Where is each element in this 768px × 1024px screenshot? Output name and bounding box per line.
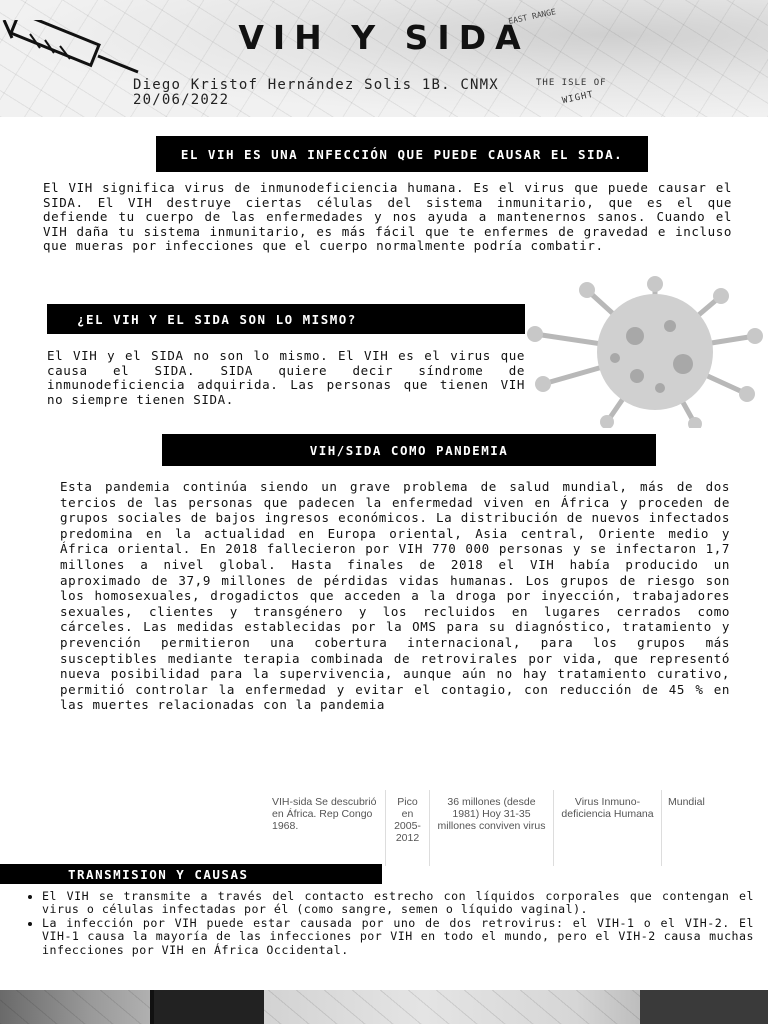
map-label: EAST RANGE [507, 7, 557, 26]
cup-image [640, 990, 768, 1024]
table-cell-scope: Mundial [668, 796, 705, 808]
tablet-image [150, 990, 264, 1024]
list-item: • El VIH se transmite a través del contacto estrecho con líquidos corporales que contengan el virus o células infectadas por él (como sangre, semen o líquido vaginal). [42, 890, 754, 917]
section-body-same-thing: El VIH y el SIDA no son lo mismo. El VIH es el virus que causa el SIDA. SIDA quiere decir síndrome de inmunodeficiencia adquirida. Las personas que tienen VIH no siempre tienen SIDA. [47, 348, 525, 407]
page-title: VIH Y SIDA [238, 18, 530, 57]
transmission-list [22, 890, 754, 957]
map-label: THE ISLE OF [536, 78, 607, 88]
info-table [268, 790, 705, 866]
table-cell-peak: Pico en 2005-2012 [386, 790, 430, 866]
section-heading-what-is-vih: EL VIH ES UNA INFECCIÓN QUE PUEDE CAUSAR EL SIDA. [156, 136, 648, 172]
section-heading-transmission: TRANSMISION Y CAUSAS [0, 864, 382, 884]
list-item: • La infección por VIH puede estar causada por uno de dos retrovirus: el VIH-1 o el VIH-2. El VIH-1 causa la mayoría de las infecciones por VIH en todo el mundo, pero el VIH-2 causa muchas infecciones por VIH en África Occidental. [42, 917, 754, 957]
table-cell-origin: VIH-sida Se descubrió en África. Rep Congo 1968. [268, 790, 386, 866]
date-line: 20/06/2022 [133, 92, 230, 108]
section-heading-same-thing: ¿EL VIH Y EL SIDA SON LO MISMO? [47, 304, 525, 334]
table-cell-cases: 36 millones (desde 1981) Hoy 31-35 millones conviven virus [430, 790, 554, 866]
section-body-what-is-vih: El VIH significa virus de inmunodeficiencia humana. Es el virus que puede causar el SIDA. El VIH destruye ciertas células del sistema inmunitario, que es el que defiende tu cuerpo de las enfermedades y nos ayuda a mantenernos sanos. Cuando el VIH daña tu sistema inmunitario, es más fácil que te enfermes de gravedad e incluso que mueras por infecciones que el cuerpo normalmente podría combatir. [43, 180, 732, 254]
map-label: WIGHT [561, 89, 595, 107]
footer-image-strip [0, 990, 768, 1024]
section-body-pandemic: Esta pandemia continúa siendo un grave problema de salud mundial, más de dos tercios de las personas que padecen la enfermedad viven en África y proceden de grupos sociales de bajos ingresos económicos. La distribución de nuevos infectados predomina en la actualidad en Europa oriental, Asia central, Oriente medio y África oriental. En 2018 fallecieron por VIH 770 000 personas y se infectaron 1,7 millones a nivel global. Hasta finales de 2018 el VIH había producido un aproximado de 37,9 millones de pérdidas vidas humanas. Los grupos de riesgo son los homosexuales, drogadictos que acceden a la droga por inyección, trabajadores sexuales, clientes y transgénero y los recluidos en lugares cerrados como cárceles. Las medidas establecidas por la OMS para su diagnóstico, tratamiento y prevención permitieron una cobertura internacional, para los grupos más susceptibles mediante terapia combinada de retrovirales por vida, que representó nueva posibilidad para la supervivencia, aunque aún no hay tratamiento curativo, permitió controlar la enfermedad y evitar el contagio, con reducción de 45 % en las muertes relacionadas con la pandemia [60, 479, 730, 713]
virus-illustration [525, 276, 768, 428]
author-line: Diego Kristof Hernández Solis 1B. CNMX [133, 77, 499, 93]
header-banner [0, 0, 768, 117]
table-cell-name: Virus Inmuno-deficiencia Humana [554, 790, 662, 866]
section-heading-pandemic: VIH/SIDA COMO PANDEMIA [162, 434, 656, 466]
